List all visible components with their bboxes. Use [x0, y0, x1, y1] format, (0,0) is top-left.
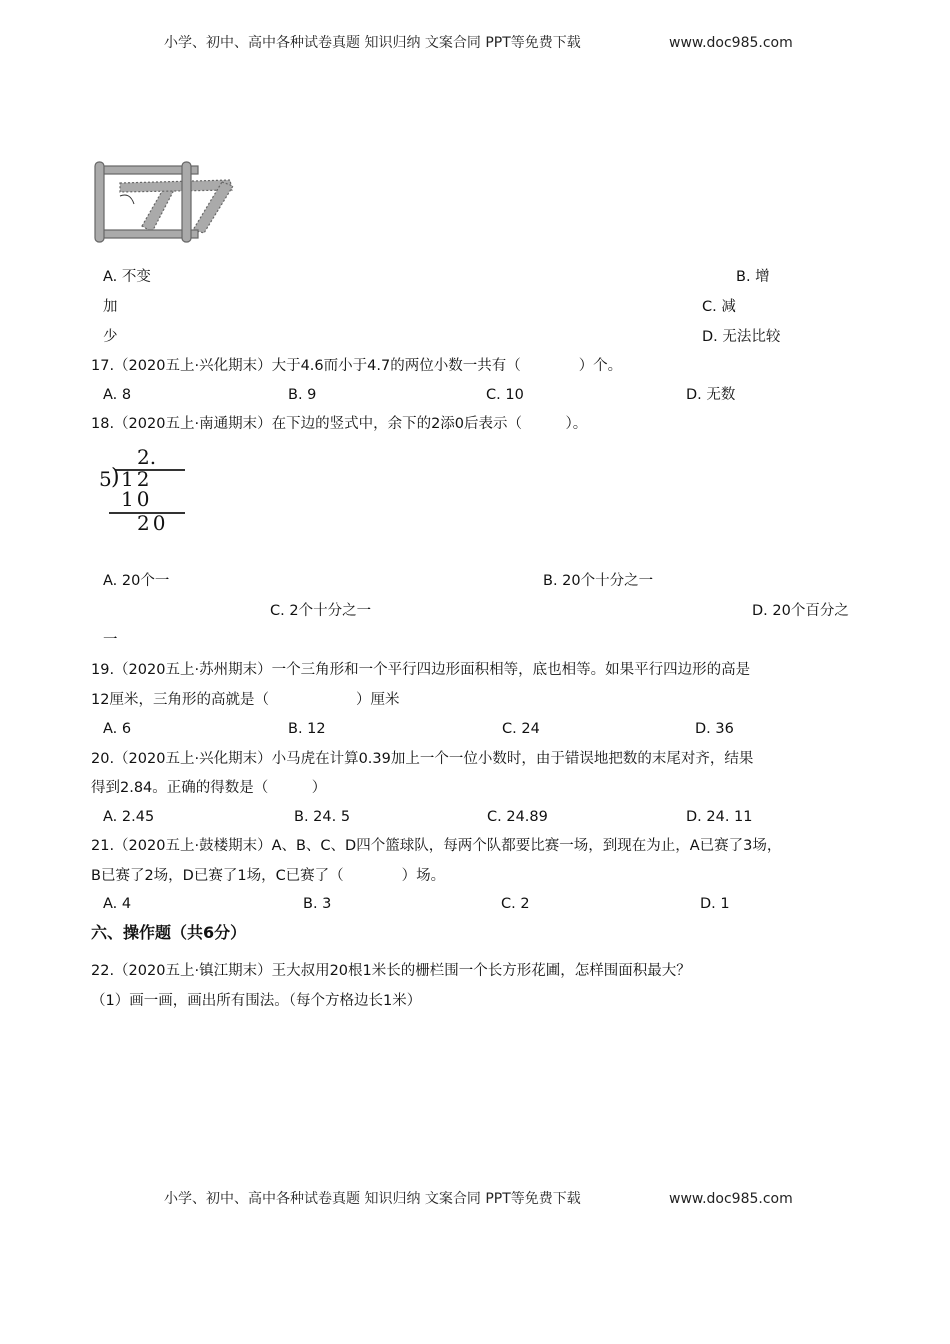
q20-option-c[interactable]: C. 24.89	[487, 809, 548, 825]
q21-stem-cont: B已赛了2场，D已赛了1场，C已赛了（ ）场。	[91, 868, 446, 884]
header-text: 小学、初中、高中各种试卷真题 知识归纳 文案合同 PPT等免费下载	[164, 35, 581, 51]
q19-stem: 19.（2020五上·苏州期末）一个三角形和一个平行四边形面积相等，底也相等。如果平行四边形的高是	[91, 662, 751, 678]
q19-option-c[interactable]: C. 24	[502, 721, 540, 737]
q17-option-a[interactable]: A. 8	[103, 387, 132, 403]
long-division-figure: 2. 5 ) 12 10 20	[95, 445, 185, 535]
q20-option-a[interactable]: A. 2.45	[103, 809, 155, 825]
q21-stem: 21.（2020五上·鼓楼期末）A、B、C、D四个篮球队，每两个队都要比赛一场，到现在为止，A已赛了3场，	[91, 838, 782, 854]
q16-option-d[interactable]: D. 无法比较	[702, 329, 781, 345]
q22-stem: 22.（2020五上·镇江期末）王大叔用20根1米长的栅栏围一个长方形花圃，怎样围面积最大？	[91, 963, 691, 979]
q18-option-d-cont: 一	[103, 632, 118, 648]
q18-option-d[interactable]: D. 20个百分之	[752, 603, 849, 619]
q18-option-b[interactable]: B. 20个十分之一	[543, 573, 654, 589]
q19-option-d[interactable]: D. 36	[695, 721, 734, 737]
header-url[interactable]: www.doc985.com	[669, 35, 793, 51]
q16-option-c[interactable]: C. 减	[702, 299, 736, 315]
q19-option-b[interactable]: B. 12	[288, 721, 326, 737]
q19-stem-cont: 12厘米，三角形的高就是（ ）厘米	[91, 692, 400, 708]
divisor: 5	[99, 467, 112, 491]
q17-option-d[interactable]: D. 无数	[686, 387, 736, 403]
q17-stem: 17.（2020五上·兴化期末）大于4.6而小于4.7的两位小数一共有（ ）个。	[91, 358, 623, 374]
q21-option-d[interactable]: D. 1	[700, 896, 730, 912]
dividend: 12	[121, 467, 153, 491]
q19-option-a[interactable]: A. 6	[103, 721, 132, 737]
q18-stem: 18.（2020五上·南通期末）在下边的竖式中，余下的2添0后表示（ ）。	[91, 416, 588, 432]
q16-option-b-cont: 加	[103, 299, 118, 315]
q16-option-b[interactable]: B. 增	[736, 269, 770, 285]
q20-stem-cont: 得到2.84。正确的得数是（ ）	[91, 780, 327, 796]
quotient: 2.	[137, 445, 157, 469]
q16-option-c-cont: 少	[103, 329, 118, 345]
q17-option-c[interactable]: C. 10	[486, 387, 524, 403]
q18-option-a[interactable]: A. 20个一	[103, 573, 170, 589]
q20-option-d[interactable]: D. 24. 11	[686, 809, 753, 825]
q20-option-b[interactable]: B. 24. 5	[294, 809, 351, 825]
q21-option-b[interactable]: B. 3	[303, 896, 332, 912]
footer-url[interactable]: www.doc985.com	[669, 1191, 793, 1207]
parallelogram-frame-figure	[90, 158, 240, 246]
q22-sub1: （1）画一画，画出所有围法。（每个方格边长1米）	[91, 993, 422, 1009]
q21-option-c[interactable]: C. 2	[501, 896, 530, 912]
q21-option-a[interactable]: A. 4	[103, 896, 132, 912]
q18-option-c[interactable]: C. 2个十分之一	[270, 603, 372, 619]
q16-option-a[interactable]: A. 不变	[103, 269, 151, 285]
product: 10	[121, 487, 153, 511]
section-heading: 六、操作题（共6分）	[91, 923, 247, 942]
footer-text: 小学、初中、高中各种试卷真题 知识归纳 文案合同 PPT等免费下载	[164, 1191, 581, 1207]
q20-stem: 20.（2020五上·兴化期末）小马虎在计算0.39加上一个一位小数时，由于错误地把数的末尾对齐，结果	[91, 751, 754, 767]
q17-option-b[interactable]: B. 9	[288, 387, 317, 403]
remainder: 20	[137, 511, 169, 535]
